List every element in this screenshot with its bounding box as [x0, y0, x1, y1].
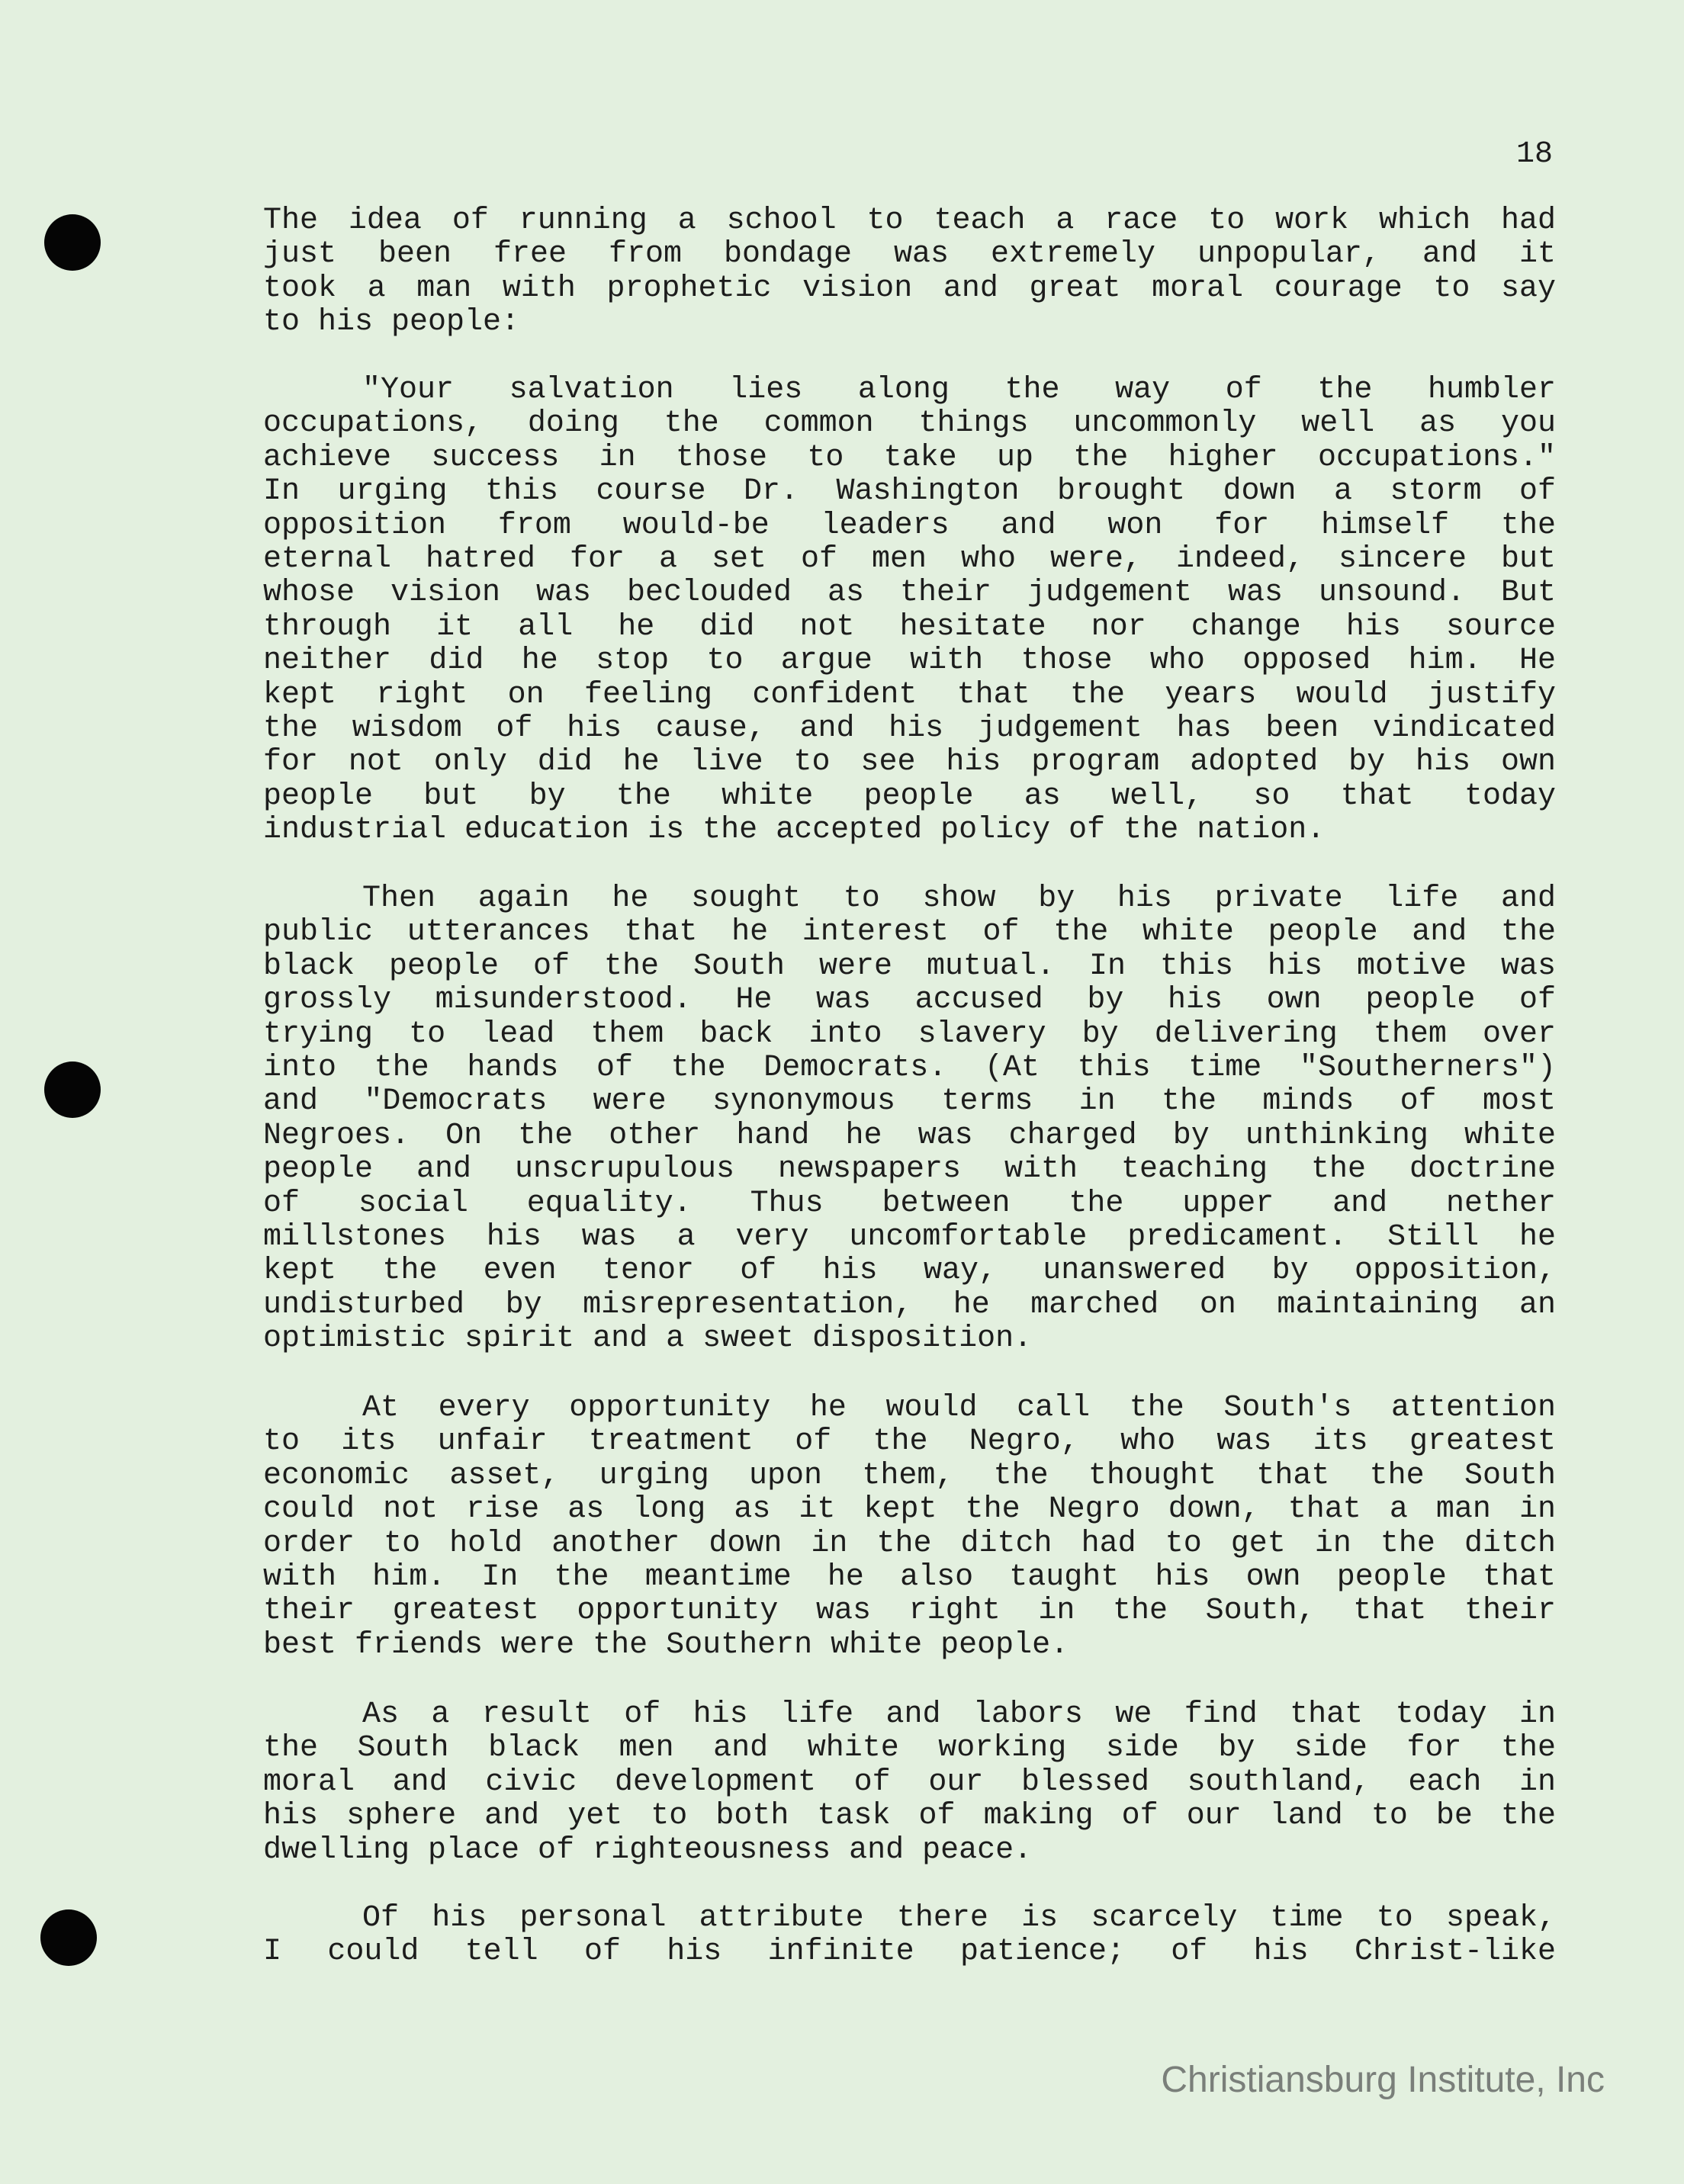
- paragraph: [263, 374, 1556, 847]
- text-line: optimistic spirit and a sweet disposition.: [263, 1322, 1033, 1357]
- text-line: I could tell of his infinite patience; of his Christ-like: [263, 1935, 1556, 1970]
- watermark: Christiansburg Institute, Inc: [1161, 2060, 1605, 2100]
- text-line: industrial education is the accepted policy of the nation.: [263, 814, 1326, 848]
- text-line: undisturbed by misrepresentation, he marched on maintaining an: [263, 1288, 1556, 1322]
- text-line: Of his personal attribute there is scarcely time to speak,: [362, 1902, 1556, 1935]
- text-line: As a result of his life and labors we find that today in: [362, 1698, 1556, 1732]
- text-line: public utterances that he interest of the white people and the: [263, 916, 1556, 950]
- text-line: for not only did he live to see his program adopted by his own: [263, 746, 1556, 780]
- text-line: neither did he stop to argue with those who opposed him. He: [263, 644, 1556, 679]
- paragraph: [263, 204, 1556, 340]
- text-line: The idea of running a school to teach a race to work which had: [263, 204, 1556, 238]
- text-line: kept the even tenor of his way, unanswered by opposition,: [263, 1254, 1556, 1289]
- text-line: to its unfair treatment of the Negro, who was its greatest: [263, 1425, 1556, 1460]
- text-line: best friends were the Southern white people.: [263, 1628, 1069, 1662]
- punch-hole: [44, 214, 101, 271]
- text-line: economic asset, urging upon them, the thought that the South: [263, 1459, 1556, 1493]
- text-line: dwelling place of righteousness and peace.: [263, 1833, 1033, 1868]
- text-line: the wisdom of his cause, and his judgement has been vindicated: [263, 711, 1556, 746]
- text-line: eternal hatred for a set of men who were, indeed, sincere but: [263, 542, 1556, 577]
- text-line: black people of the South were mutual. In this his motive was: [263, 949, 1556, 984]
- paragraph: [263, 1392, 1556, 1662]
- text-line: the South black men and white working side by side for the: [263, 1732, 1556, 1766]
- text-line: kept right on feeling confident that the years would justify: [263, 678, 1556, 712]
- text-line: people and unscrupulous newspapers with teaching the doctrine: [263, 1153, 1556, 1187]
- page-number: 18: [1515, 137, 1553, 172]
- text-line: took a man with prophetic vision and great moral courage to say: [263, 271, 1556, 306]
- text-line: into the hands of the Democrats. (At this time "Southerners"): [263, 1051, 1556, 1085]
- text-line: with him. In the meantime he also taught his own people that: [263, 1560, 1556, 1595]
- text-line: In urging this course Dr. Washington brought down a storm of: [263, 475, 1556, 509]
- text-line: to his people:: [263, 306, 520, 340]
- text-line: trying to lead them back into slavery by delivering them over: [263, 1017, 1556, 1052]
- text-line: grossly misunderstood. He was accused by his own people of: [263, 984, 1556, 1018]
- text-line: "Your salvation lies along the way of the humbler: [362, 374, 1556, 407]
- paragraph: [263, 1902, 1556, 1970]
- text-line: moral and civic development of our blessed southland, each in: [263, 1765, 1556, 1800]
- punch-hole: [44, 1061, 101, 1118]
- text-line: Then again he sought to show by his private life and: [362, 882, 1556, 916]
- text-line: his sphere and yet to both task of making of our land to be the: [263, 1800, 1556, 1834]
- text-line: just been free from bondage was extremely unpopular, and it: [263, 238, 1556, 272]
- text-line: people but by the white people as well, so that today: [263, 779, 1556, 814]
- text-line: opposition from would-be leaders and won for himself the: [263, 509, 1556, 543]
- text-line: through it all he did not hesitate nor change his source: [263, 610, 1556, 644]
- text-line: achieve success in those to take up the higher occupations.": [263, 441, 1556, 475]
- text-line: whose vision was beclouded as their judgement was unsound. But: [263, 577, 1556, 611]
- text-line: of social equality. Thus between the upper and nether: [263, 1187, 1556, 1221]
- paragraph: [263, 1698, 1556, 1868]
- text-line: occupations, doing the common things uncommonly well as you: [263, 407, 1556, 442]
- text-line: millstones his was a very uncomfortable predicament. Still he: [263, 1220, 1556, 1254]
- text-line: and "Democrats were synonymous terms in the minds of most: [263, 1085, 1556, 1119]
- text-line: could not rise as long as it kept the Negro down, that a man in: [263, 1493, 1556, 1527]
- text-line: their greatest opportunity was right in the South, that their: [263, 1595, 1556, 1629]
- paragraph: [263, 882, 1556, 1356]
- punch-hole: [40, 1909, 97, 1966]
- text-line: order to hold another down in the ditch had to get in the ditch: [263, 1527, 1556, 1561]
- text-line: At every opportunity he would call the South's attention: [362, 1392, 1556, 1425]
- text-line: Negroes. On the other hand he was charged by unthinking white: [263, 1119, 1556, 1153]
